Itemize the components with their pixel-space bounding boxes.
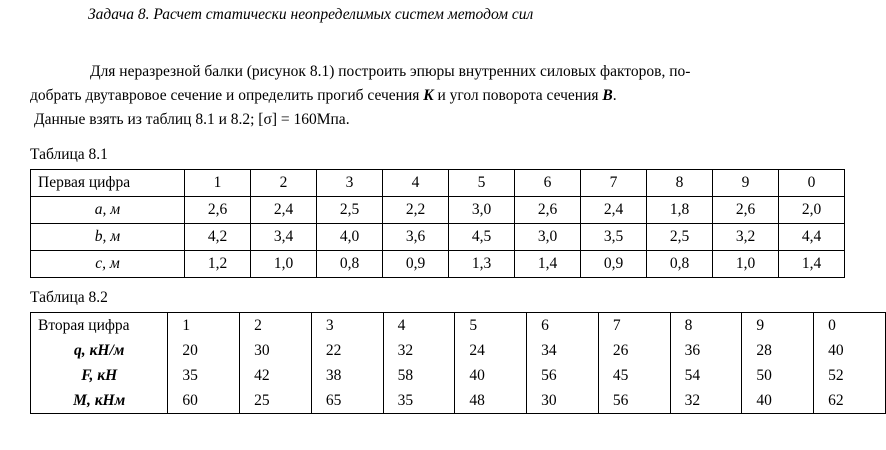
table1-col-header: 5	[449, 170, 515, 197]
table2-col-header: 9	[742, 313, 814, 339]
table-cell: 40	[814, 338, 886, 363]
table2-col-header: 0	[814, 313, 886, 339]
table1-col-header: 0	[779, 170, 845, 197]
table-cell: 54	[670, 363, 742, 388]
table-cell: 20	[168, 338, 240, 363]
table-cell: 4,5	[449, 224, 515, 251]
table-row	[31, 251, 845, 278]
table2-col-header: 2	[240, 313, 312, 339]
table-cell: 2,4	[251, 197, 317, 224]
table1-col-header: 3	[317, 170, 383, 197]
table2-caption: Таблица 8.2	[30, 289, 108, 306]
table-cell: 56	[598, 388, 670, 414]
table-cell: 32	[670, 388, 742, 414]
table-cell: 65	[311, 388, 383, 414]
table-cell: 2,5	[317, 197, 383, 224]
table-cell: 4,0	[317, 224, 383, 251]
table2-col-header: 8	[670, 313, 742, 339]
table-cell: 0,9	[383, 251, 449, 278]
table-cell: 2,5	[647, 224, 713, 251]
table-8-2	[30, 312, 886, 414]
task-description	[30, 60, 865, 132]
table1-caption: Таблица 8.1	[30, 146, 108, 163]
table2-header-label: Вторая цифра	[38, 316, 130, 334]
table-cell: 35	[168, 363, 240, 388]
table1-header-row	[31, 170, 845, 197]
row-label: M, кНм	[73, 391, 126, 409]
table-cell: 0,8	[317, 251, 383, 278]
row-label: a, м	[31, 197, 185, 224]
table-cell: 2,4	[581, 197, 647, 224]
table-cell: 30	[527, 388, 599, 414]
table-cell: 30	[240, 338, 312, 363]
table-cell: 3,4	[251, 224, 317, 251]
description-line-2: добрать двутавровое сечение и определить прогиб сечения K и угол поворота сечения B.	[30, 87, 617, 104]
table-cell: 26	[598, 338, 670, 363]
table1-col-header: 1	[185, 170, 251, 197]
table-cell: 1,4	[515, 251, 581, 278]
table2-col-header: 6	[527, 313, 599, 339]
table-cell: 3,0	[449, 197, 515, 224]
table-cell: 50	[742, 363, 814, 388]
table2-col-header: 5	[455, 313, 527, 339]
table2-col-header: 3	[311, 313, 383, 339]
row-label: q, кН/м	[74, 341, 125, 359]
table-cell: 2,6	[515, 197, 581, 224]
row-label: F, кН	[81, 366, 118, 384]
table-cell: 48	[455, 388, 527, 414]
table2-col-header: 1	[168, 313, 240, 339]
table-cell: 38	[311, 363, 383, 388]
table-cell: 58	[383, 363, 455, 388]
table-cell: 45	[598, 363, 670, 388]
table-cell: 35	[383, 388, 455, 414]
table-cell: 3,2	[713, 224, 779, 251]
table-cell: 34	[527, 338, 599, 363]
table-cell: 24	[455, 338, 527, 363]
table-cell: 3,6	[383, 224, 449, 251]
table-row	[31, 197, 845, 224]
table-row	[31, 363, 886, 388]
table2-col-header: 7	[598, 313, 670, 339]
row-label: b, м	[31, 224, 185, 251]
table-cell: 2,2	[383, 197, 449, 224]
table-cell: 1,3	[449, 251, 515, 278]
table1-col-header: 4	[383, 170, 449, 197]
table2-header-row	[31, 313, 886, 339]
row-label: c, м	[31, 251, 185, 278]
table-row	[31, 388, 886, 414]
table-cell: 25	[240, 388, 312, 414]
table-cell: 2,6	[713, 197, 779, 224]
table1-col-header: 7	[581, 170, 647, 197]
table-cell: 3,0	[515, 224, 581, 251]
table-cell: 40	[742, 388, 814, 414]
table-row	[31, 224, 845, 251]
table-cell: 1,8	[647, 197, 713, 224]
table1-header-label: Первая цифра	[31, 170, 185, 197]
table-cell: 62	[814, 388, 886, 414]
table-cell: 1,2	[185, 251, 251, 278]
table1-col-header: 9	[713, 170, 779, 197]
table-cell: 28	[742, 338, 814, 363]
table2-col-header: 4	[383, 313, 455, 339]
table-cell: 3,5	[581, 224, 647, 251]
table-cell: 0,8	[647, 251, 713, 278]
table-cell: 40	[455, 363, 527, 388]
table1-col-header: 2	[251, 170, 317, 197]
table-cell: 1,0	[251, 251, 317, 278]
table-cell: 2,0	[779, 197, 845, 224]
table-cell: 32	[383, 338, 455, 363]
table-cell: 36	[670, 338, 742, 363]
table-8-1	[30, 169, 845, 278]
table-cell: 4,4	[779, 224, 845, 251]
table-row	[31, 338, 886, 363]
description-line-3: Данные взять из таблиц 8.1 и 8.2; [σ] = 160Мпа.	[34, 111, 350, 128]
table-cell: 1,4	[779, 251, 845, 278]
table1-col-header: 8	[647, 170, 713, 197]
table1-col-header: 6	[515, 170, 581, 197]
table-cell: 56	[527, 363, 599, 388]
task-title: Задача 8. Расчет статически неопределимых систем методом сил	[88, 6, 534, 23]
table-cell: 60	[168, 388, 240, 414]
table-cell: 52	[814, 363, 886, 388]
description-line-1: Для неразрезной балки (рисунок 8.1) построить эпюры внутренних силовых факторов, по-	[90, 63, 691, 80]
table-cell: 4,2	[185, 224, 251, 251]
table-cell: 1,0	[713, 251, 779, 278]
table-cell: 22	[311, 338, 383, 363]
table-cell: 42	[240, 363, 312, 388]
table-cell: 2,6	[185, 197, 251, 224]
table-cell: 0,9	[581, 251, 647, 278]
